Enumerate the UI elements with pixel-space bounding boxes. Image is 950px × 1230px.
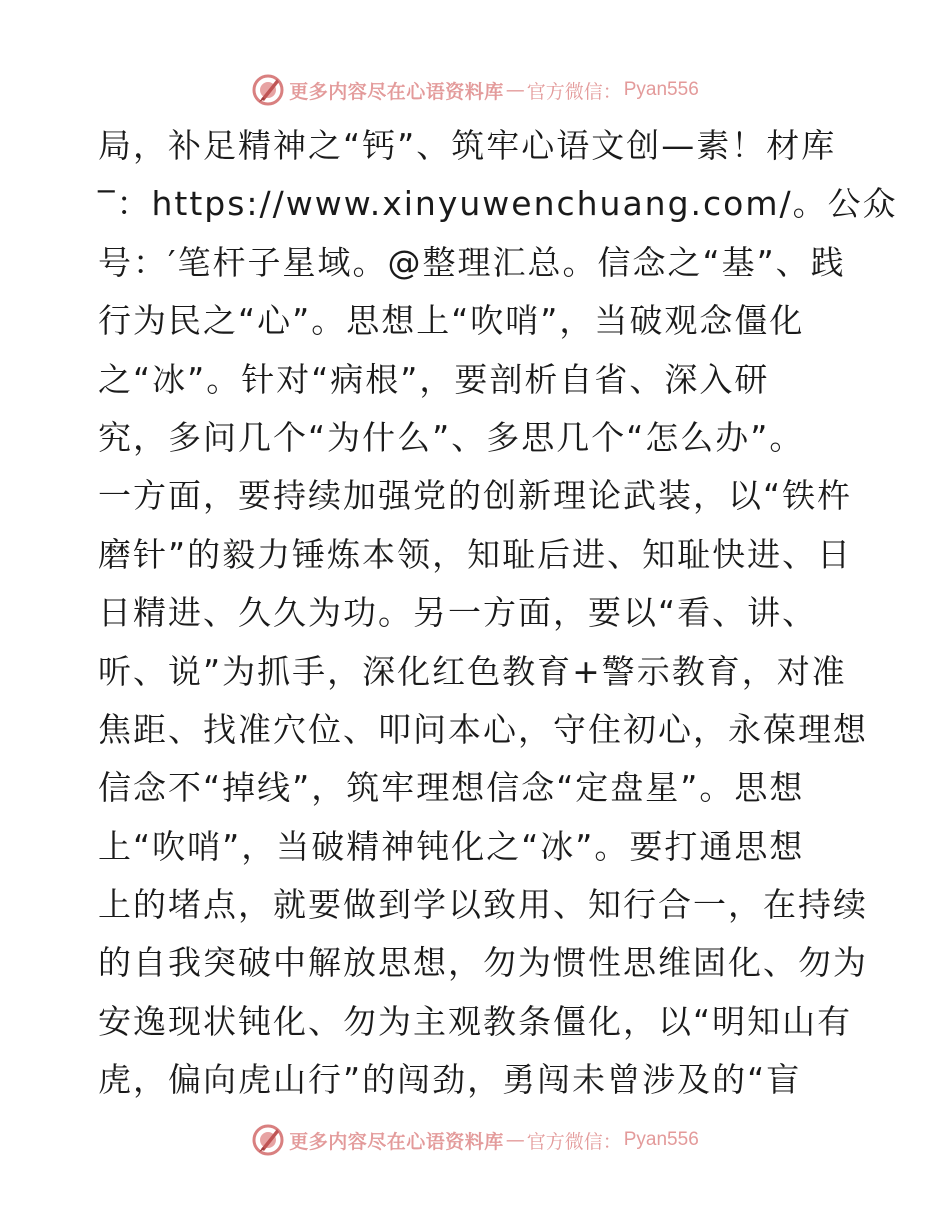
text-line: 之“冰”。针对“病根”，要剖析自省、深入研 bbox=[98, 359, 770, 399]
text-line: 行为民之“心”。思想上“吹哨”，当破观念僵化 bbox=[98, 301, 805, 341]
text-line: 焦距、找准穴位、叩问本心，守住初心，永葆理想 bbox=[98, 709, 868, 749]
footer-site-text: 更多内容尽在心语资料库 bbox=[289, 1130, 504, 1153]
text-line: ‾：https://www.xinyuwenchuang.com/。公众 bbox=[98, 184, 898, 224]
text-line: 磨针”的毅力锤炼本领，知耻后进、知耻快进、日 bbox=[98, 534, 853, 574]
text-line: 号：′笔杆子星域。@整理汇总。信念之“基”、践 bbox=[98, 242, 846, 282]
header-official-label: 官方微信： bbox=[526, 80, 622, 103]
text-line: 虎，偏向虎山行”的闯劲，勇闯未曾涉及的“盲 bbox=[98, 1060, 802, 1100]
header-banner bbox=[0, 70, 950, 110]
header-wechat-id: Pyan556 bbox=[623, 79, 699, 100]
footer-wechat-id: Pyan556 bbox=[623, 1129, 699, 1150]
text-line: 安逸现状钝化、勿为主观教条僵化，以“明知山有 bbox=[98, 1001, 853, 1041]
quill-seal-icon bbox=[251, 1123, 285, 1157]
text-line: 上的堵点，就要做到学以致用、知行合一，在持续 bbox=[98, 885, 868, 925]
text-line: 究，多问几个“为什么”、多思几个“怎么办”。 bbox=[98, 417, 805, 457]
quill-seal-icon bbox=[251, 73, 285, 107]
footer-banner bbox=[0, 1120, 950, 1160]
header-site-text: 更多内容尽在心语资料库 bbox=[289, 80, 504, 103]
footer-separator: — bbox=[505, 1129, 525, 1151]
text-line: 上“吹哨”，当破精神钝化之“冰”。要打通思想 bbox=[98, 826, 805, 866]
header-separator: — bbox=[505, 79, 525, 101]
text-line: 的自我突破中解放思想，勿为惯性思维固化、勿为 bbox=[98, 943, 868, 983]
document-body bbox=[98, 117, 898, 1110]
text-line: 一方面，要持续加强党的创新理论武装，以“铁杵 bbox=[98, 476, 853, 516]
text-line: 局，补足精神之“钙”、筑牢心语文创—素！材库 bbox=[98, 126, 837, 165]
footer-official-label: 官方微信： bbox=[526, 1130, 622, 1153]
text-line: 日精进、久久为功。另一方面，要以“看、讲、 bbox=[98, 593, 818, 633]
text-line: 听、说”为抓手，深化红色教育+警示教育，对准 bbox=[98, 651, 847, 691]
text-line: 信念不“掉线”，筑牢理想信念“定盘星”。思想 bbox=[98, 768, 805, 808]
